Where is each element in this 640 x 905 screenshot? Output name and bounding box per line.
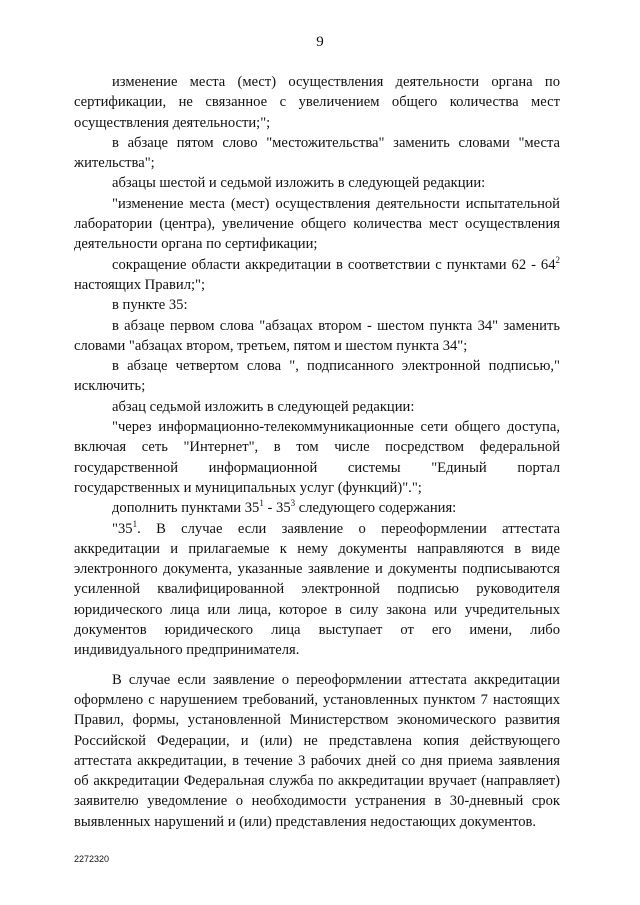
document-code: 2272320: [74, 854, 110, 864]
paragraph-11: дополнить пунктами $35^1 - 35^3$ следующего содержания:: [112, 498, 457, 517]
page-number: 9: [316, 34, 324, 50]
paragraph-10: "через информационно-телекоммуникационные сети общего доступа, включая сеть "Интернет", в том числе посредством федеральной государственной информационной системы "Единый портал государственных и муниципальных услуг (функций)".";: [74, 419, 560, 496]
paragraph-5: сокращение области аккредитации в соответствии с пунктами $62 - 64^2$ настоящих Правил;";: [74, 254, 560, 293]
superscript: 2: [555, 254, 560, 265]
paragraph-8: в абзаце четвертом слова ", подписанного электронной подписью," исключить;: [74, 358, 560, 395]
paragraph-13: В случае если заявление о переоформлении аттестата аккредитации оформлено с нарушением требований, установленных пунктом 7 настоящих Правил, формы, установленной Министерством экономического развития Российской Федерации, и (или) не представлена копия действующего аттестата аккредитации, в течение 3 рабочих дней со дня приема заявления об аккредитации Федеральная служба по аккредитации вручает (направляет) заявителю уведомление о необходимости устранения в 30-дневный срок выявленных нарушений и (или) представления недостающих документов.: [74, 671, 560, 830]
paragraph-4: "изменение места (мест) осуществления деятельности испытательной лаборатории (центра), увеличение общего количества мест осуществления деятельности органа по сертификации;: [74, 195, 560, 253]
paragraph-6: в пункте 35:: [112, 297, 188, 314]
paragraph-12: "$35^1$. В случае если заявление о переоформлении аттестата аккредитации и прилагаемые к нему документы направляются в виде электронного документа, указанные заявление и документы подписываются усиленной квалифицированной электронной подписью руководителя юридического лица или лица, которое в силу закона или учредительных документов юридического лица выступает от его имени, либо индивидуального предпринимателя.: [74, 518, 560, 659]
paragraph-7: в абзаце первом слова "абзацах втором - шестом пункта 34" заменить словами "абзацах втором, третьем, пятом и шестом пункта 34";: [74, 317, 560, 354]
paragraph-1: изменение места (мест) осуществления деятельности органа по сертификации, не связанное с увеличением общего количества мест осуществления деятельности;";: [74, 74, 560, 131]
superscript: 1: [259, 498, 264, 509]
paragraph-9: абзац седьмой изложить в следующей редакции:: [112, 398, 415, 415]
superscript: 1: [132, 518, 138, 529]
paragraph-2: в абзаце пятом слово "местожительства" заменить словами "места жительства";: [74, 134, 560, 172]
paragraph-3: абзацы шестой и седьмой изложить в следующей редакции:: [112, 175, 486, 192]
superscript: 3: [290, 498, 296, 509]
document-body: [74, 72, 560, 832]
